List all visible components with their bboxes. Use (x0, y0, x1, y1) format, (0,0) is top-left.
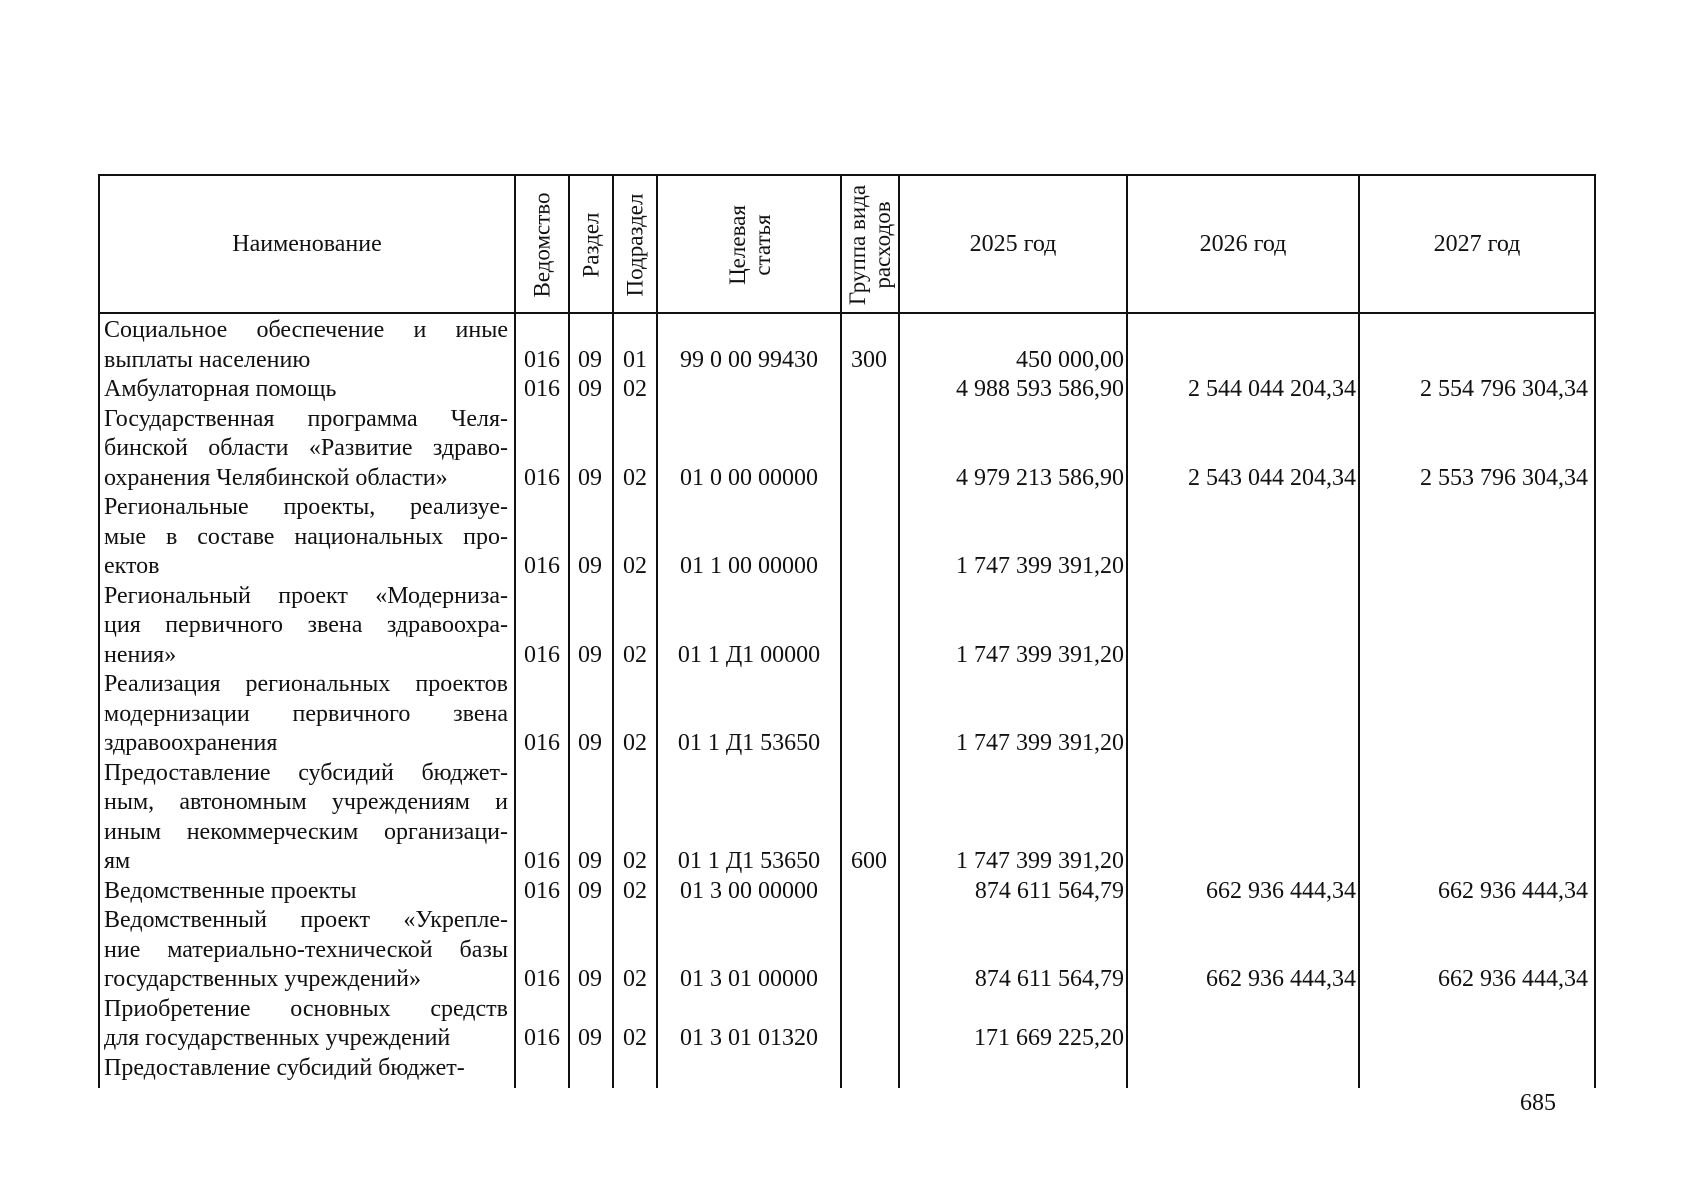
cell-pod: 02 (623, 848, 647, 874)
cell-pod: 01 (623, 346, 647, 373)
table-row (0, 995, 1692, 1054)
cell-cel: 01 1 00 00000 (680, 553, 818, 579)
cell-pod: 02 (623, 730, 647, 756)
row-name (104, 316, 508, 375)
row-name-line: бинской области «Развитие здраво- (104, 435, 508, 461)
cell-cel: 01 1 Д1 53650 (677, 848, 821, 874)
cell-raz: 09 (578, 376, 602, 402)
cell-raz: 09 (578, 641, 602, 668)
cell-ved: 016 (524, 376, 560, 402)
header-2026-text: 2026 год (1199, 230, 1287, 257)
table-row (0, 670, 1692, 759)
header-2027-text: 2027 год (1433, 230, 1521, 257)
table-header-bottom-border (98, 312, 1596, 314)
cell-raz: 09 (578, 1025, 602, 1051)
cell-pod: 02 (623, 464, 647, 491)
cell-y2026: 662 936 444,34 (1206, 966, 1356, 992)
row-name (104, 995, 508, 1054)
table-row (0, 405, 1692, 494)
cell-raz: 09 (578, 464, 602, 491)
cell-y2025: 171 669 225,20 (974, 1025, 1124, 1051)
row-name-line: Государственная программа Челя- (104, 405, 508, 432)
table-row (0, 316, 1692, 375)
header-razdel: Раздел (578, 212, 604, 278)
cell-ved: 016 (524, 1025, 560, 1051)
cell-y2025: 4 979 213 586,90 (956, 464, 1124, 491)
header-celevaya-line1: Целевая (725, 205, 750, 285)
cell-cel: 01 1 Д1 00000 (677, 641, 821, 668)
row-name (104, 759, 508, 877)
table-row (0, 906, 1692, 995)
row-name (104, 906, 508, 995)
row-name-line: Региональные проекты, реализуе- (104, 494, 508, 520)
table-row (0, 582, 1692, 671)
row-name-line: Предоставление субсидий бюджет- (104, 1054, 465, 1081)
table-row (0, 1054, 1692, 1084)
cell-raz: 09 (578, 730, 602, 756)
row-name-line: выплаты населению (104, 346, 311, 373)
cell-raz: 09 (578, 848, 602, 874)
row-name-line: Социальное обеспечение и иные (104, 317, 508, 343)
row-name-line: для государственных учреждений (104, 1025, 451, 1051)
cell-y2025: 1 747 399 391,20 (956, 848, 1124, 874)
cell-y2027: 662 936 444,34 (1438, 877, 1588, 904)
cell-cel: 01 3 01 00000 (680, 966, 818, 992)
row-name-line: иным некоммерческим организаци- (104, 818, 508, 845)
cell-cel: 01 1 Д1 53650 (677, 730, 821, 756)
row-name-line: ние материально-технической базы (104, 936, 508, 963)
cell-ved: 016 (524, 848, 560, 874)
row-name-line: Приобретение основных средств (104, 995, 508, 1022)
header-gruppa-line1: Группа вида (845, 184, 870, 306)
cell-y2025: 1 747 399 391,20 (956, 641, 1124, 668)
header-podrazdel: Подраздел (622, 193, 648, 297)
row-name-line: охранения Челябинской области» (104, 464, 448, 491)
cell-y2025: 4 988 593 586,90 (956, 376, 1124, 402)
row-name-line: Реализация региональных проектов (104, 671, 508, 697)
row-name (104, 877, 508, 907)
cell-y2025: 1 747 399 391,20 (956, 553, 1124, 579)
row-name-line: Региональный проект «Модерниза- (104, 582, 508, 609)
cell-grp: 600 (851, 848, 887, 874)
row-name-line: Предоставление субсидий бюджет- (104, 759, 508, 786)
cell-ved: 016 (524, 464, 560, 491)
cell-y2025: 874 611 564,79 (974, 877, 1124, 904)
cell-y2026: 2 544 044 204,34 (1188, 376, 1356, 402)
cell-y2027: 662 936 444,34 (1438, 966, 1588, 992)
cell-y2025: 450 000,00 (1016, 346, 1124, 373)
cell-ved: 016 (524, 730, 560, 756)
cell-cel: 01 3 00 00000 (680, 877, 818, 904)
row-name-line: мые в составе национальных про- (104, 523, 508, 550)
cell-pod: 02 (623, 641, 647, 668)
row-name (104, 1054, 508, 1084)
cell-ved: 016 (524, 346, 560, 373)
header-2026 (1128, 176, 1358, 312)
row-name-line: Амбулаторная помощь (104, 376, 337, 402)
page-number: 685 (1520, 1090, 1556, 1116)
cell-y2027: 2 553 796 304,34 (1420, 464, 1588, 491)
table-row (0, 759, 1692, 877)
cell-raz: 09 (578, 966, 602, 992)
cell-pod: 02 (623, 1025, 647, 1051)
cell-raz: 09 (578, 877, 602, 904)
header-vedomstvo: Ведомство (529, 192, 555, 298)
header-2025-text: 2025 год (969, 230, 1057, 257)
row-name-line: модернизации первичного звена (104, 700, 508, 727)
row-name-line: Ведомственный проект «Укрепле- (104, 907, 508, 933)
header-gruppa-vida (845, 185, 895, 305)
cell-pod: 02 (623, 553, 647, 579)
row-name-line: ям (104, 848, 131, 874)
row-name-line: Ведомственные проекты (104, 877, 357, 904)
header-2025 (900, 176, 1126, 312)
row-name (104, 493, 508, 582)
cell-ved: 016 (524, 966, 560, 992)
header-celevaya-statya (725, 205, 775, 285)
header-celevaya-line2: статья (750, 214, 775, 276)
row-name (104, 375, 508, 405)
row-name-line: нения» (104, 641, 177, 668)
row-name (104, 582, 508, 671)
row-name-line: ектов (104, 553, 160, 579)
row-name (104, 670, 508, 759)
cell-cel: 01 0 00 00000 (680, 464, 818, 491)
header-gruppa-line2: расходов (870, 201, 895, 289)
row-name-line: ция первичного звена здравоохра- (104, 612, 508, 638)
row-name (104, 405, 508, 494)
cell-ved: 016 (524, 641, 560, 668)
cell-ved: 016 (524, 877, 560, 904)
header-name (100, 176, 514, 312)
cell-y2026: 662 936 444,34 (1206, 877, 1356, 904)
cell-cel: 99 0 00 99430 (680, 346, 818, 373)
cell-grp: 300 (851, 346, 887, 373)
header-2027 (1360, 176, 1594, 312)
cell-raz: 09 (578, 553, 602, 579)
row-name-line: здравоохранения (104, 730, 278, 756)
cell-pod: 02 (623, 376, 647, 402)
row-name-line: ным, автономным учреждениям и (104, 789, 508, 815)
cell-pod: 02 (623, 877, 647, 904)
header-name-text: Наименование (232, 230, 382, 257)
cell-y2026: 2 543 044 204,34 (1188, 464, 1356, 491)
cell-ved: 016 (524, 553, 560, 579)
cell-y2027: 2 554 796 304,34 (1420, 376, 1588, 402)
cell-y2025: 874 611 564,79 (974, 966, 1124, 992)
cell-raz: 09 (578, 346, 602, 373)
table-row (0, 877, 1692, 907)
cell-cel: 01 3 01 01320 (680, 1025, 818, 1051)
table-row (0, 493, 1692, 582)
row-name-line: государственных учреждений» (104, 966, 422, 992)
cell-y2025: 1 747 399 391,20 (956, 730, 1124, 756)
cell-pod: 02 (623, 966, 647, 992)
table-row (0, 375, 1692, 405)
